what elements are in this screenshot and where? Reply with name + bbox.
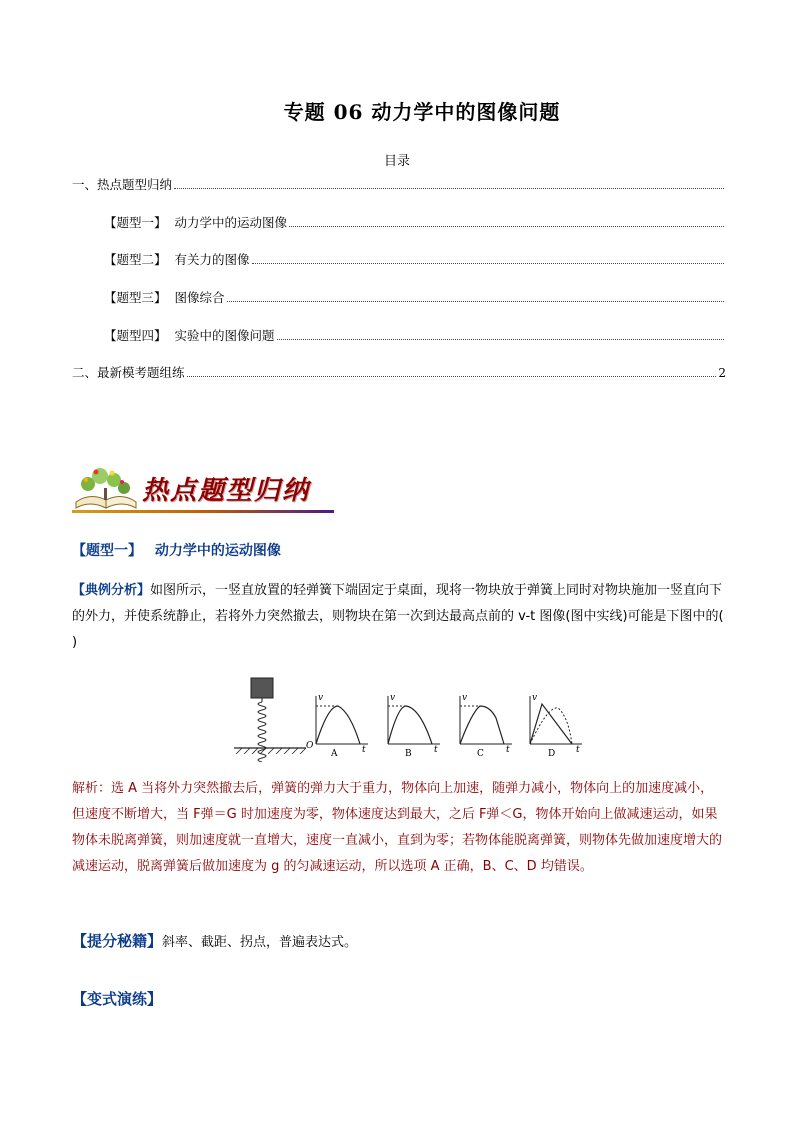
v-axis-label: v [318, 693, 324, 703]
banner-title: 热点题型归纳 [142, 476, 311, 506]
section-bracket: 【题型一】 [72, 543, 142, 559]
toc-item-label: 二、最新模考题组练 [72, 365, 185, 380]
variant-heading [72, 988, 162, 1009]
section-name: 动力学中的运动图像 [154, 543, 281, 559]
tips-tag: 【提分秘籍】 [72, 932, 163, 950]
v-axis-label: v [390, 693, 396, 703]
option-label-d: D [548, 749, 556, 759]
example-tag: 【典例分析】 [72, 583, 151, 598]
variant-tag: 【变式演练】 [72, 990, 163, 1008]
toc-item-hot-topics[interactable] [72, 175, 726, 193]
solution-paragraph: 解析：选 A 当将外力突然撤去后，弹簧的弹力大于重力，物体向上加速，随弹力减小，物体向上的加速度减小，但速度不断增大，当 F弹＝G 时加速度为零，物体速度达到最大，之后 F弹＜G，物体开始向上做减速运动，如果物体未脱离弹簧，则加速度就一直增大，速度一直减小，直到为零；若物体能脱离弹簧，则物体先做加速度增大的减速运动，脱离弹簧后做加速度为 g 的匀减速运动，所以选项 A 正确，B、C、D 均错误。 [72, 781, 723, 874]
vt-graph-b [388, 693, 440, 759]
toc-item-bracket: 【题型一】 [104, 215, 167, 230]
toc-item-label: 实验中的图像问题 [174, 328, 275, 343]
t-axis-label: t [362, 745, 366, 755]
toc-leader [252, 262, 724, 264]
toc-page-number: 2 [718, 366, 726, 380]
tips-line [72, 930, 357, 951]
origin-label: O [306, 741, 314, 751]
toc-item-mock-exams[interactable] [72, 363, 726, 381]
toc-item-type-1[interactable] [104, 213, 726, 231]
tips-text: 斜率、截距、拐点，普遍表达式。 [162, 935, 358, 950]
v-axis-label: v [532, 693, 538, 703]
toc-item-label: 有关力的图像 [174, 252, 250, 267]
section-heading-type-1 [72, 540, 281, 560]
option-label-b: B [405, 749, 412, 759]
toc-item-type-3[interactable] [104, 288, 726, 306]
banner-divider [72, 510, 334, 513]
example-text: 如图所示，一竖直放置的轻弹簧下端固定于桌面，现将一物块放于弹簧上同时对物块施加一竖直向下的外力，并使系统静止，若将外力突然撤去，则物块在第一次到达最高点前的 v-t 图像(图中实线)可能是下图中的( ) [72, 583, 724, 650]
open-book-icon [72, 462, 142, 512]
toc-leader [227, 300, 724, 302]
toc-item-label: 图像综合 [174, 290, 225, 305]
example-paragraph [72, 578, 724, 656]
spring-vt-figure [228, 672, 588, 762]
page-title: 专题 06 动力学中的图像问题 [283, 100, 561, 124]
toc-item-label: 动力学中的运动图像 [174, 215, 288, 230]
toc-item-bracket: 【题型四】 [104, 328, 167, 343]
toc-item-bracket: 【题型二】 [104, 252, 167, 267]
v-axis-label: v [462, 693, 468, 703]
vt-graph-d [530, 693, 582, 759]
t-axis-label: t [506, 745, 510, 755]
toc-leader [289, 225, 724, 227]
vt-graph-a [306, 693, 368, 759]
t-axis-label: t [576, 745, 580, 755]
toc-leader [187, 375, 717, 377]
spring-block-diagram [234, 678, 306, 762]
toc-item-bracket: 【题型三】 [104, 290, 167, 305]
vt-graph-c [460, 693, 512, 759]
toc-item-type-2[interactable] [104, 250, 726, 268]
section-banner [72, 462, 334, 518]
t-axis-label: t [434, 745, 438, 755]
option-label-a: A [331, 749, 338, 759]
option-label-c: C [477, 749, 484, 759]
toc-item-label: 一、热点题型归纳 [72, 177, 173, 192]
toc-heading: 目录 [383, 154, 410, 169]
toc-item-type-4[interactable] [104, 326, 726, 344]
toc-leader [277, 338, 724, 340]
toc-leader [174, 187, 724, 189]
